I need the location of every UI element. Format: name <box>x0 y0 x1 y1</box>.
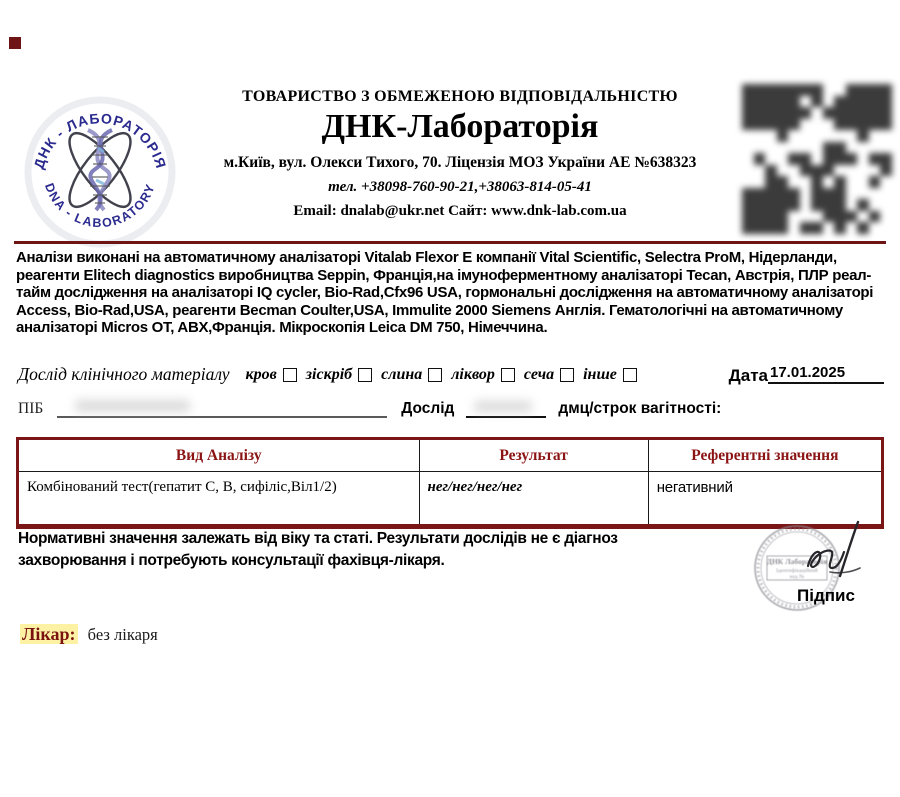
doctor-value: без лікаря <box>87 625 158 644</box>
specimen-label: Дослід клінічного матеріалу <box>18 364 230 384</box>
equipment-note: Аналізи виконані на автоматичному аналізаторі Vitalab Flexor E компанії Vital Scientific, Selectra ProM, Нідерланди, реагенти Elitech diagnostics виробництва Seppin, Франція,на імуноферментному аналізаторі Tecan, Австрія, ПЛР реал-тайм дослідження на аналізаторі IQ cycler, Bio-Rad,Cfx96 USA, гормональні дослідження на автоматичному аналізаторі Access, Bio-Rad,USA, реагенти Becman Coulter,USA, Immulite 2000 Siemens Англія. Гематологічні на автоматичному аналізаторі Micros OT, ABX,Франція. Мікроскопія Leica DM 750, Німеччина. <box>16 249 874 336</box>
option-scrape-label: зіскріб <box>305 365 353 383</box>
redacted-patient-name <box>75 400 190 412</box>
date-field[interactable]: 17.01.2025 <box>768 365 884 384</box>
redacted-study-value <box>474 401 532 412</box>
date-area <box>729 365 884 384</box>
doctor-line <box>20 624 158 645</box>
blood-checkbox[interactable] <box>283 368 297 382</box>
company-phone: тел. +38098-760-90-21,+38063-814-05-41 <box>328 179 592 195</box>
scrape-checkbox[interactable] <box>358 368 372 382</box>
column-result: Результат <box>419 439 648 472</box>
analysis-name-cell: Комбінований тест(гепатит С, В, сифіліс,Віл1/2) <box>18 472 420 527</box>
table-row <box>18 472 883 527</box>
company-type: ТОВАРИСТВО З ОБМЕЖЕНОЮ ВІДПОВІДАЛЬНІСТЮ <box>242 88 678 105</box>
reference-value-cell: негативний <box>648 472 882 527</box>
company-address: м.Київ, вул. Олекси Тихого, 70. Ліцензія МОЗ України АЕ №638323 <box>223 154 697 171</box>
stamp-signature-area <box>745 520 900 620</box>
company-email-site: Email: dnalab@ukr.net Сайт: www.dnk-lab.com.ua <box>293 203 627 219</box>
qr-code <box>742 84 892 234</box>
result-value-cell: нег/нег/нег/нег <box>419 472 648 527</box>
option-saliva <box>381 366 442 384</box>
maroon-divider-line <box>14 241 886 244</box>
option-blood <box>246 366 297 384</box>
option-other-label: інше <box>583 365 617 383</box>
letterhead <box>185 88 735 220</box>
column-reference-values: Референтні значення <box>648 439 882 472</box>
option-other <box>583 366 637 384</box>
stamp-line-1: ДНК Лабораторія <box>766 557 828 566</box>
disclaimer-note: Нормативні значення залежать від віку та статі. Результати дослідів не є діагноз захворювання і потребують консультації фахівця-лікаря. <box>18 530 618 569</box>
signature-label: Підпис <box>797 586 855 605</box>
company-name: ДНК-Лабораторія <box>321 108 599 145</box>
results-header-row <box>18 439 883 472</box>
patient-row <box>18 398 884 418</box>
logo-bottom-arc-text: DNA - LABORATORY <box>41 181 159 231</box>
option-urine <box>524 366 574 384</box>
doctor-label: Лікар: <box>22 624 76 644</box>
pregnancy-term-label: дмц/строк вагітності: <box>558 400 722 417</box>
dna-laboratory-logo <box>20 90 180 250</box>
option-liquor-label: ліквор <box>451 365 495 383</box>
patient-name-label: ПІБ <box>18 400 44 417</box>
qr-code-grid <box>742 84 892 234</box>
logo-top-arc-text: ДНК - ЛАБОРАТОРІЯ <box>30 110 170 171</box>
liquor-checkbox[interactable] <box>501 368 515 382</box>
column-analysis-type: Вид Аналізу <box>18 439 420 472</box>
saliva-checkbox[interactable] <box>428 368 442 382</box>
stamp-line-2: Ідентифікаційний <box>776 568 818 574</box>
study-label: Дослід <box>401 400 455 417</box>
option-scrape <box>306 366 372 384</box>
dna-helix-icon <box>88 130 112 210</box>
handwritten-signature <box>800 514 880 594</box>
date-label: Дата <box>728 366 768 385</box>
specimen-row <box>18 364 884 385</box>
stamp-line-3: код № <box>789 574 805 580</box>
option-saliva-label: слина <box>381 365 423 383</box>
option-blood-label: кров <box>245 365 277 383</box>
urine-checkbox[interactable] <box>560 368 574 382</box>
results-table <box>16 437 884 529</box>
red-corner-mark <box>9 37 21 49</box>
patient-name-field[interactable] <box>57 398 387 418</box>
option-urine-label: сеча <box>523 365 555 383</box>
study-field[interactable] <box>466 398 546 418</box>
specimen-options <box>246 366 637 384</box>
option-liquor <box>451 366 515 384</box>
other-checkbox[interactable] <box>623 368 637 382</box>
